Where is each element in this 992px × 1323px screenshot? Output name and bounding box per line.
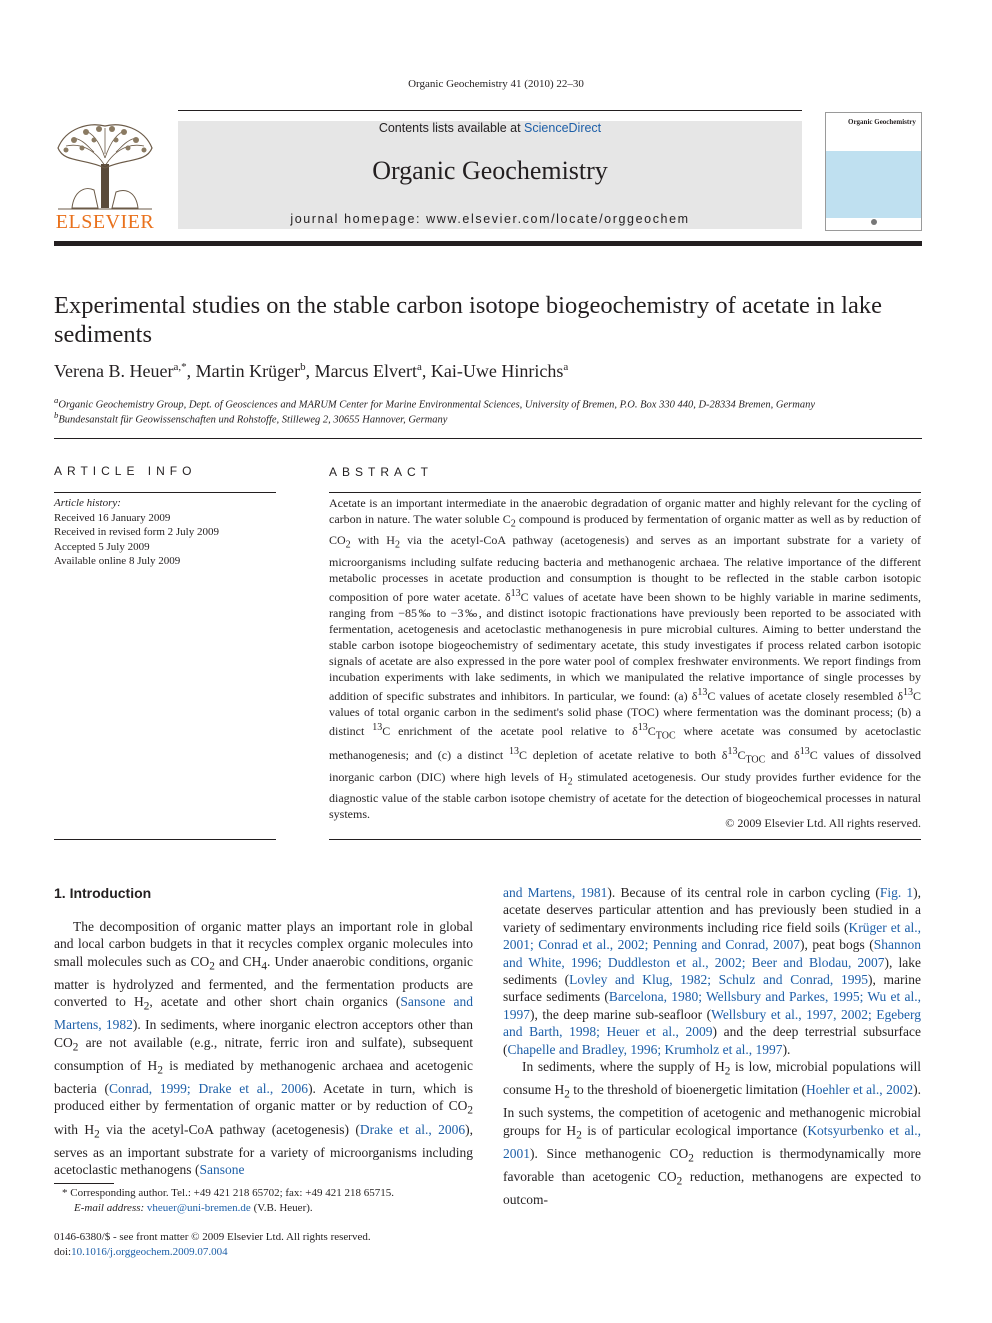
abstract-copyright: © 2009 Elsevier Ltd. All rights reserved. <box>725 816 921 830</box>
contents-line: Contents lists available at ScienceDirect <box>378 121 602 135</box>
sciencedirect-link[interactable]: ScienceDirect <box>524 121 602 135</box>
publisher-name: ELSEVIER <box>55 211 155 233</box>
abstract-text: Acetate is an important intermediate in the anaerobic degradation of organic matter and highly relevant for the cycling of carbon in nature. The water soluble $C_2$ compound is produced by fermentation of organic matter as well as by reduction of $CO_2$ with $H_2$ via the acetyl-CoA pathway (acetogenesis) and serves as an important substrate for a variety of microorganisms including sulfate reducing bacteria and methanogenic archaea. The relative importance of the different metabolic processes in acetate production and consumption is thought to be reflected in the stable carbon isotopic composition of pore water acetate. $\delta^{13}C$ values of acetate have been shown to be highly variable in marine sediments, ranging from −85‰ to −3‰, and distinct isotopic fractionations have previously been reported to be associated with fermentation, acetogenesis and acetoclastic methanogenesis in pure microbial cultures. Aiming to better understand the stable carbon isotope biogeochemistry of sedimentary acetate, this study investigates if process related carbon isotopic signals of acetate are also expressed in the pore water pool of complex freshwater environments. We report findings from incubation experiments with lake sediments, in which we manipulated the relative importance of single processes by addition of specific substrates and inhibitors. In particular, we found: (a) $\delta^{13}C$ values of acetate closely resembled $\delta^{13}C$ values of total organic carbon in the sediment's solid phase (TOC) where fermentation was the dominant process; (b) a distinct $^{13}$C enrichment of the acetate pool relative to $\delta^{13}C_{TOC}$ where acetate was consumed by acetoclastic methanogenesis; and (c) a distinct $^{13}$C depletion of acetate relative to both $\delta^{13}C_{TOC}$ and $\delta^{13}C$ values of dissolved inorganic carbon (DIC) where high levels of $H_2$ stimulated acetogenesis. Our study provides further evidence for the diagnostic value of the stable carbon isotope chemistry of acetate for the detection of biogeochemical processes in natural systems. <box>329 496 921 821</box>
tree-icon <box>54 118 156 214</box>
citation-link[interactable]: Kotsyurbenko et al., 2001 <box>503 1122 921 1161</box>
author-affiliation-mark[interactable]: b <box>300 361 306 373</box>
journal-title: Organic Geochemistry <box>372 156 608 185</box>
email-link[interactable]: vheuer@uni-bremen.de <box>146 1201 251 1214</box>
author-name: Martin Krüger <box>195 361 301 381</box>
issn-line: 0146-6380/$ - see front matter © 2009 Elsevier Ltd. All rights reserved. <box>54 1231 371 1243</box>
author-name: Marcus Elvert <box>314 361 418 381</box>
journal-banner <box>178 121 802 229</box>
citation-link[interactable]: Conrad, 1999; Drake et al., 2006 <box>109 1081 309 1096</box>
elsevier-logo <box>54 118 156 238</box>
citation-link[interactable]: Lovley and Klug, 1982; Schulz and Conrad, 1995 <box>569 972 868 988</box>
citation-link[interactable]: Barcelona, 1980; Wellsbury and Parkes, 1995; Wu et al., 1997 <box>503 989 921 1022</box>
abstract-bottom-rule <box>329 839 921 840</box>
header-thick-rule <box>54 241 922 246</box>
header-rule <box>178 110 802 111</box>
cover-title: Organic Geochemistry <box>848 118 916 126</box>
email-note: E-mail address: vheuer@uni-bremen.de (V.B. Heuer). <box>74 1201 313 1214</box>
abstract-rule <box>329 492 921 493</box>
citation-link[interactable]: Sansone <box>199 1162 245 1177</box>
journal-reference: Organic Geochemistry 41 (2010) 22–30 <box>408 78 584 90</box>
history-label: Article history: <box>54 497 121 509</box>
article-info-heading: ARTICLE INFO <box>54 464 197 478</box>
article-title: Experimental studies on the stable carbon isotope biogeochemistry of acetate in lake sediments <box>54 292 882 348</box>
article-identifiers <box>54 1230 474 1259</box>
revised-date: Received in revised form 2 July 2009 <box>54 526 219 538</box>
citation-link[interactable]: Sansone and Martens, 1982 <box>54 994 473 1033</box>
cover-logo-icon <box>869 218 879 226</box>
article-info-bottom-rule <box>54 839 276 840</box>
section-rule <box>54 438 922 439</box>
author-name: Verena B. Heuer <box>54 361 174 381</box>
online-date: Available online 8 July 2009 <box>54 555 181 567</box>
citation-link[interactable]: Chapelle and Bradley, 1996; Krumholz et al., 1997 <box>507 1041 783 1057</box>
author-affiliation-mark[interactable]: a <box>563 361 569 373</box>
received-date: Received 16 January 2009 <box>54 511 171 524</box>
footnote-rule <box>54 1183 114 1184</box>
figure-link[interactable]: Fig. 1 <box>879 885 914 900</box>
article-info-rule <box>54 492 276 493</box>
intro-right-column: and Martens, 1981). Because of its central role in carbon cycling (Fig. 1), acetate deserves particular attention and has previously been studied in a variety of sedimentary environments including rice field soils (Krüger et al., 2001; Conrad et al., 2002; Penning and Conrad, 2007), peat bogs (Shannon and White, 1996; Duddleston et al., 2002; Beer and Blodau, 2007), lake sediments (Lovley and Klug, 1982; Schulz and Conrad, 1995), marine surface sediments (Barcelona, 1980; Wellsbury and Parkes, 1995; Wu et al., 1997), the deep marine sub-seafloor (Wellsbury et al., 1997, 2002; Egeberg and Barth, 1998; Heuer et al., 2009) and the deep terrestrial subsurface (Chapelle and Bradley, 1996; Krumholz et al., 1997). In sediments, where the supply of $H_2$ is low, microbial populations will consume $H_2$ to the threshold of bioenergetic limitation (Hoehler et al., 2002). In such systems, the competition of acetogenic and methanogenic microbial groups for $H_2$ is of particular ecological importance (Kotsyurbenko et al., 2001). Since methanogenic $CO_2$ reduction is thermodynamically more favorable than acetogenic $CO_2$ reduction, methanogens are expected to outcom- <box>503 885 921 1207</box>
affiliation-a: $^a$Organic Geochemistry Group, Dept. of Geosciences and MARUM Center for Marine Environmental Sciences, University of Bremen, P.O. Box 330 440, D-28334 Bremen, Germany <box>54 395 815 411</box>
journal-homepage: journal homepage: www.elsevier.com/locate/orggeochem <box>290 212 690 226</box>
cover-footer <box>826 218 921 230</box>
citation-link[interactable]: Drake et al., 2006 <box>359 1121 466 1137</box>
corresponding-author-note: * Corresponding author. Tel.: +49 421 218 65702; fax: +49 421 218 65715. <box>62 1187 394 1199</box>
author-name: Kai-Uwe Hinrichs <box>430 361 564 381</box>
accepted-date: Accepted 5 July 2009 <box>54 540 150 553</box>
citation-link[interactable]: Hoehler et al., 2002 <box>806 1082 914 1098</box>
article-history <box>54 496 284 569</box>
citation-link[interactable]: Shannon and White, 1996; Duddleston et al., 2002; Beer and Blodau, 2007 <box>503 937 921 970</box>
citation-link[interactable]: Krüger et al., 2001; Conrad et al., 2002; Penning and Conrad, 2007 <box>503 919 921 953</box>
doi-line: doi:10.1016/j.orggeochem.2009.07.004 <box>54 1245 228 1258</box>
author-affiliation-mark[interactable]: a,* <box>173 361 187 373</box>
affiliation-b: $^b$Bundesanstalt für Geowissenschaften und Rohstoffe, Stilleweg 2, 30655 Hannover, Germany <box>54 410 448 426</box>
author-affiliation-mark[interactable]: a <box>417 361 422 373</box>
author-list: Verena B. Heuer$^{a,*}$, Martin Krüger$^b$, Marcus Elvert$^a$, Kai-Uwe Hinrichs$^a$ <box>54 361 569 381</box>
journal-cover <box>825 112 922 231</box>
intro-left-column: The decomposition of organic matter plays an important role in global and local carbon budgets in that it recycles complex organic molecules into small molecules such as $CO_2$ and $CH_4$. Under anaerobic conditions, organic matter is hydrolyzed and fermented, and the fermentation products are converted to $H_2$, acetate and other short chain organics (Sansone and Martens, 1982). In sediments, where inorganic electron acceptors other than $CO_2$ are not available (e.g., nitrate, ferric iron and sulfate), subsequent consumption of $H_2$ is mediated by methanogenic archaea and acetogenic bacteria (Conrad, 1999; Drake et al., 2006). Acetate in turn, which is produced either by fermentation of organic matter or by reduction of $CO_2$ with $H_2$ via the acetyl-CoA pathway (acetogenesis) (Drake et al., 2006), serves as an important substrate for a variety of microorganisms including acetoclastic methanogens (Sansone <box>54 919 474 1177</box>
abstract-heading: ABSTRACT <box>329 465 434 479</box>
doi-link[interactable]: 10.1016/j.orggeochem.2009.07.004 <box>71 1245 228 1258</box>
footnote <box>54 1186 474 1215</box>
citation-link[interactable]: Wellsbury et al., 1997, 2002; Egeberg and Barth, 1998; Heuer et al., 2009 <box>503 1006 921 1040</box>
citation-link[interactable]: and Martens, 1981 <box>503 885 608 900</box>
intro-heading: 1. Introduction <box>54 885 152 901</box>
